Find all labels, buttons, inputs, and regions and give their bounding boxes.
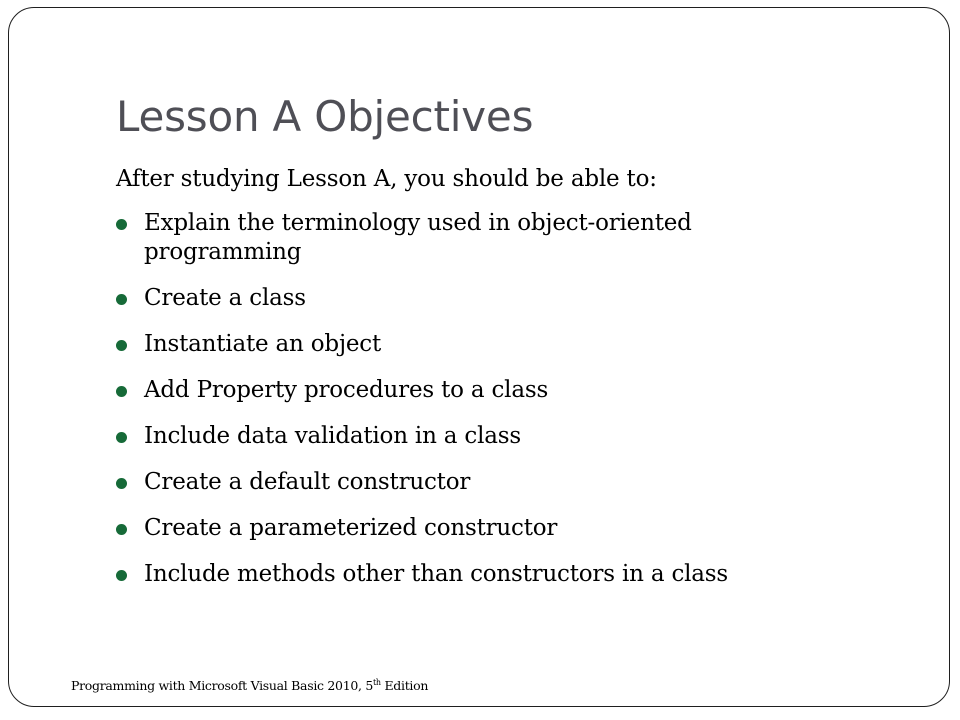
list-item — [116, 514, 836, 543]
bullet-icon — [116, 294, 127, 305]
list-item-text: Include data validation in a class — [144, 423, 521, 449]
list-item-text: Instantiate an object — [144, 331, 382, 357]
list-item-text: Include methods other than constructors in a class — [144, 561, 729, 587]
footer-text-edition: Edition — [380, 678, 429, 693]
footer-superscript: th — [373, 677, 381, 687]
bullet-icon — [116, 524, 127, 535]
slide-frame — [8, 7, 950, 707]
footer-text — [71, 678, 428, 693]
bullet-icon — [116, 478, 127, 489]
list-item-text: Create a class — [144, 285, 306, 311]
bullet-icon — [116, 340, 127, 351]
list-item — [116, 284, 836, 313]
list-item — [116, 376, 836, 405]
list-item — [116, 560, 836, 589]
list-item — [116, 422, 836, 451]
list-item-text: Add Property procedures to a class — [144, 377, 549, 403]
bullet-icon — [116, 570, 127, 581]
bullet-icon — [116, 432, 127, 443]
bullet-icon — [116, 386, 127, 397]
list-item-text: Create a parameterized constructor — [144, 515, 558, 541]
bullet-icon — [116, 219, 127, 230]
footer-text-main: Programming with Microsoft Visual Basic 2010, 5 — [71, 678, 374, 693]
slide-title: Lesson A Objectives — [116, 92, 534, 141]
list-item — [116, 209, 836, 267]
objectives-list — [116, 209, 836, 606]
list-item — [116, 468, 836, 497]
list-item-text: Explain the terminology used in object-oriented programming — [144, 210, 692, 265]
list-item — [116, 330, 836, 359]
intro-text: After studying Lesson A, you should be able to: — [116, 166, 657, 192]
list-item-text: Create a default constructor — [144, 469, 471, 495]
